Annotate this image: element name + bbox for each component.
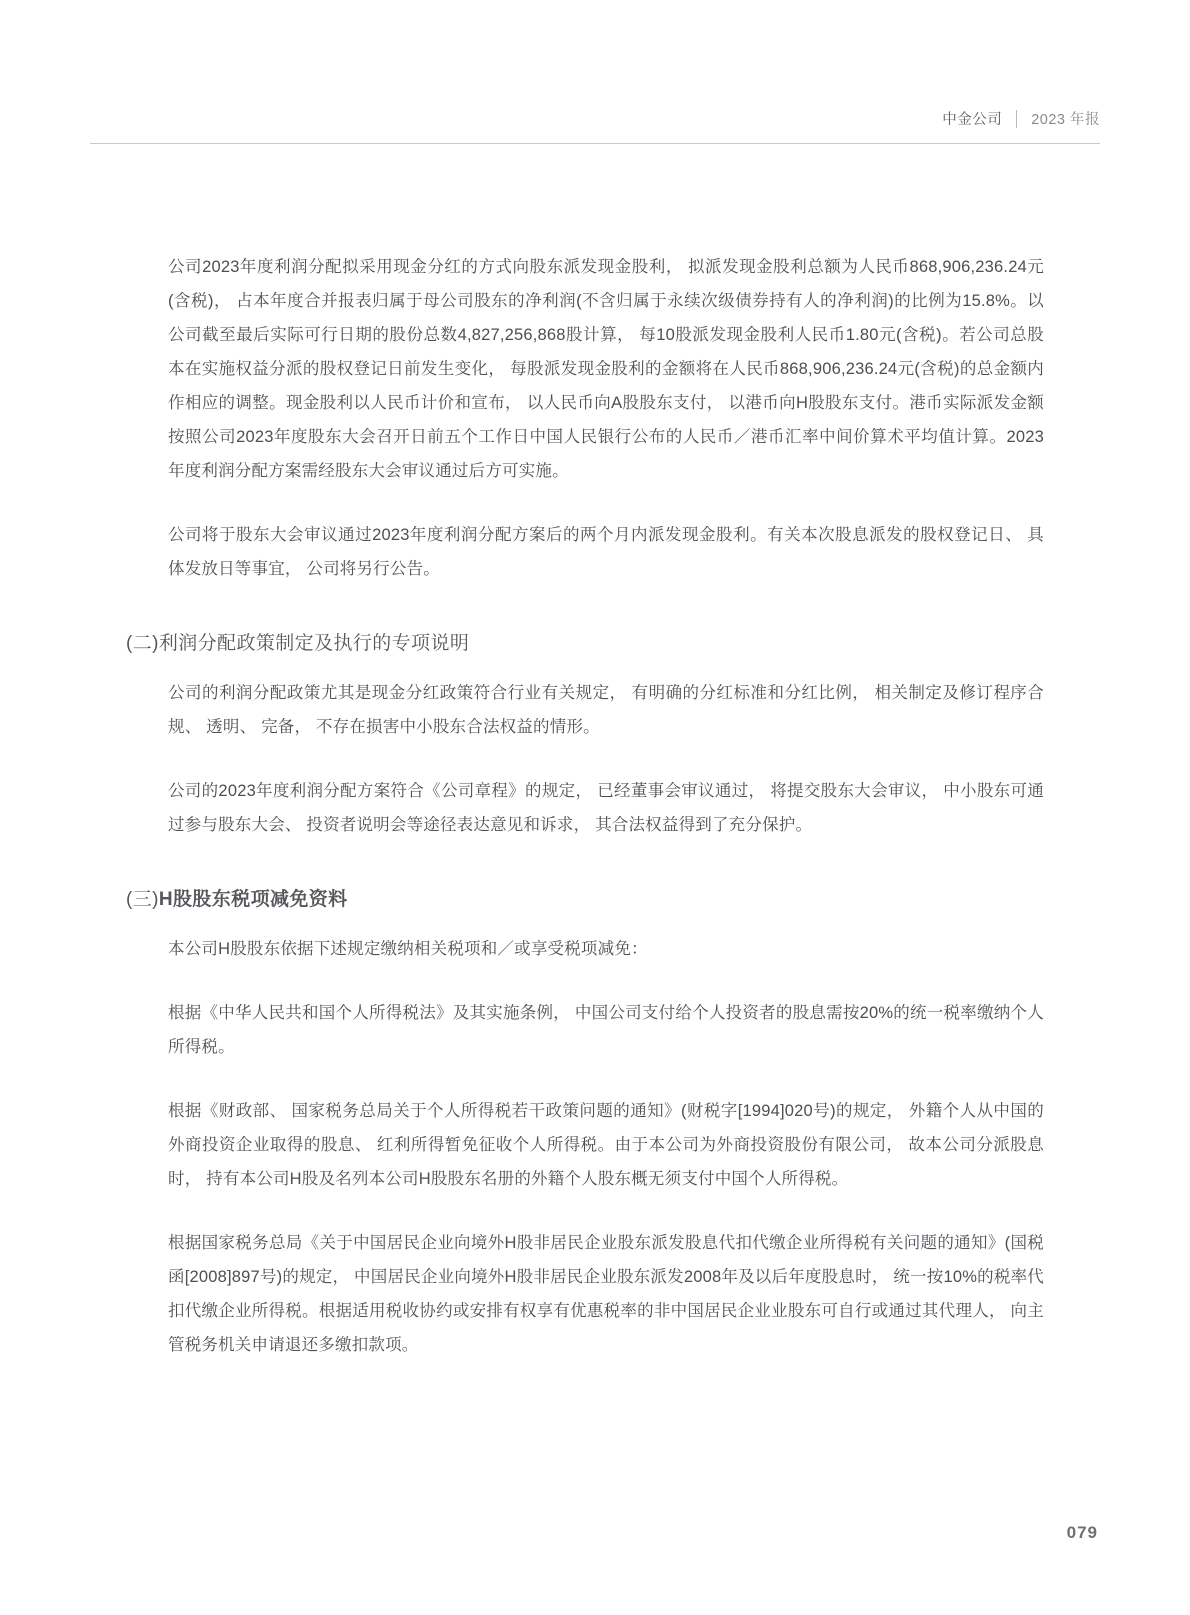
header-report-year: 2023 年报: [1031, 112, 1100, 128]
section-heading-three-title: H股股东税项减免资料: [158, 889, 348, 910]
paragraph-foreign-individual-exemption: 根据《财政部、 国家税务总局关于个人所得税若干政策问题的通知》(财税字[1994]020号)的规定， 外籍个人从中国的外商投资企业取得的股息、 红利所得暂免征收个人所得税。由于本公司为外商投资股份有限公司， 故本公司分派股息时， 持有本公司H股及名列本公司H股股东名册的外籍个人股东概无须支付中国个人所得税。: [168, 1102, 1044, 1188]
header-inner: [942, 108, 1100, 129]
running-header: [90, 108, 1100, 142]
section-heading-two: (二)利润分配政策制定及执行的专项说明: [126, 633, 470, 654]
header-company-name: 中金公司: [942, 112, 1003, 128]
page-number: 079: [1066, 1523, 1098, 1542]
paragraph-tax-intro: 本公司H股股东依据下述规定缴纳相关税项和／或享受税项减免：: [168, 940, 648, 958]
header-rule: [90, 143, 1100, 144]
paragraph-enterprise-income-tax: 根据国家税务总局《关于中国居民企业向境外H股非居民企业股东派发股息代扣代缴企业所得税有关问题的通知》(国税函[2008]897号)的规定， 中国居民企业向境外H股非居民企业股东派发2008年及以后年度股息时， 统一按10%的税率代扣代缴企业所得税。根据适用税收协约或安排有权享有优惠税率的非中国居民企业业股东可自行或通过其代理人， 向主管税务机关申请退还多缴扣款项。: [168, 1234, 1044, 1354]
section-heading-three-prefix: (三): [126, 889, 159, 910]
section-heading-three: [126, 884, 1044, 916]
paragraph-dividend-timing: 公司将于股东大会审议通过2023年度利润分配方案后的两个月内派发现金股利。有关本次股息派发的股权登记日、 具体发放日等事宜， 公司将另行公告。: [168, 526, 1044, 578]
section-two-body: [168, 676, 1044, 842]
paragraph-individual-income-tax: 根据《中华人民共和国个人所得税法》及其实施条例， 中国公司支付给个人投资者的股息需按20%的统一税率缴纳个人所得税。: [168, 1004, 1044, 1056]
paragraph-policy-approval: 公司的2023年度利润分配方案符合《公司章程》的规定， 已经董事会审议通过， 将提交股东大会审议， 中小股东可通过参与股东大会、 投资者说明会等途径表达意见和诉求， 其合法权益得到了充分保护。: [168, 782, 1044, 834]
paragraph-policy-compliance: 公司的利润分配政策尤其是现金分红政策符合行业有关规定， 有明确的分红标准和分红比例， 相关制定及修订程序合规、 透明、 完备， 不存在损害中小股东合法权益的情形。: [168, 684, 1044, 736]
page-content: [126, 250, 1044, 1392]
paragraph-dividend-plan: 公司2023年度利润分配拟采用现金分红的方式向股东派发现金股利， 拟派发现金股利总额为人民币868,906,236.24元(含税)， 占本年度合并报表归属于母公司股东的净利润(不含归属于永续次级债券持有人的净利润)的比例为15.8%。以公司截至最后实际可行日期的股份总数4,827,256,868股计算， 每10股派发现金股利人民币1.80元(含税)。若公司总股本在实施权益分派的股权登记日前发生变化， 每股派发现金股利的金额将在人民币868,906,236.24元(含税)的总金额内作相应的调整。现金股利以人民币计价和宣布， 以人民币向A股股东支付， 以港币向H股股东支付。港币实际派发金额按照公司2023年度股东大会召开日前五个工作日中国人民银行公布的人民币／港币汇率中间价算术平均值计算。2023年度利润分配方案需经股东大会审议通过后方可实施。: [168, 258, 1044, 480]
section-three-body: [168, 932, 1044, 1362]
